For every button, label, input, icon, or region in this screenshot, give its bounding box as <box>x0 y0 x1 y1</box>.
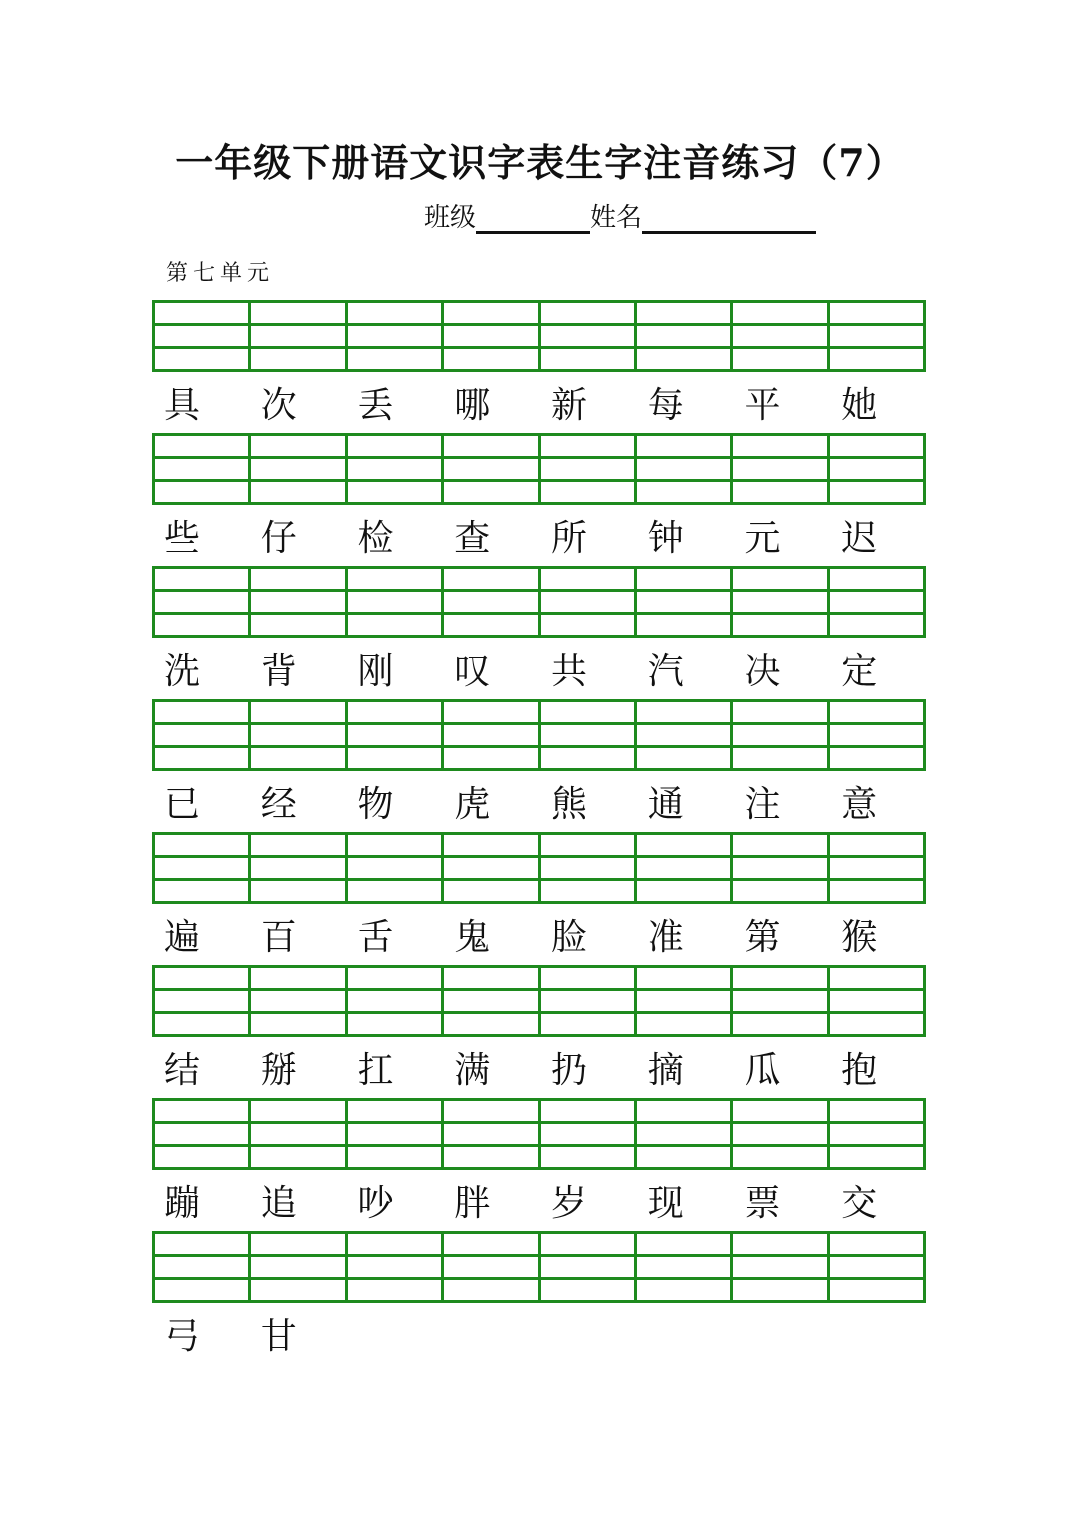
pinyin-writing-cell[interactable] <box>541 835 637 901</box>
pinyin-writing-cell[interactable] <box>444 702 540 768</box>
pinyin-writing-cell[interactable] <box>348 702 444 768</box>
pinyin-writing-cell[interactable] <box>155 569 251 635</box>
pinyin-writing-cell[interactable] <box>541 303 637 369</box>
vocab-character: 胖 <box>454 1183 491 1224</box>
vocab-character: 虎 <box>454 784 491 825</box>
vocab-character: 洗 <box>164 651 201 692</box>
pinyin-grid-row <box>152 1098 926 1170</box>
vocab-character: 每 <box>647 385 684 426</box>
pinyin-writing-cell[interactable] <box>251 436 347 502</box>
pinyin-writing-cell[interactable] <box>541 569 637 635</box>
pinyin-writing-cell[interactable] <box>830 968 923 1034</box>
vocab-character: 掰 <box>260 1050 297 1091</box>
pinyin-writing-cell[interactable] <box>444 1101 540 1167</box>
pinyin-writing-cell[interactable] <box>348 303 444 369</box>
vocab-character: 追 <box>260 1183 297 1224</box>
page-title: 一年级下册语文识字表生字注音练习（7） <box>175 140 905 185</box>
pinyin-writing-cell[interactable] <box>733 1101 829 1167</box>
vocab-character: 结 <box>164 1050 201 1091</box>
vocab-character: 票 <box>744 1183 781 1224</box>
class-label: 班级 <box>424 203 477 233</box>
pinyin-writing-cell[interactable] <box>251 1101 347 1167</box>
vocab-character: 满 <box>454 1050 491 1091</box>
pinyin-writing-cell[interactable] <box>155 1101 251 1167</box>
pinyin-writing-cell[interactable] <box>348 436 444 502</box>
vocab-character: 甘 <box>260 1316 297 1357</box>
vocab-character: 共 <box>551 651 588 692</box>
vocab-character: 次 <box>260 385 297 426</box>
vocab-character: 些 <box>164 518 201 559</box>
pinyin-grid-row <box>152 832 926 904</box>
vocab-character: 背 <box>260 651 297 692</box>
vocab-character: 决 <box>744 651 781 692</box>
pinyin-grid-row <box>152 965 926 1037</box>
vocab-character: 仔 <box>260 518 297 559</box>
vocab-character: 蹦 <box>164 1183 201 1224</box>
pinyin-writing-cell[interactable] <box>444 1234 540 1300</box>
pinyin-writing-cell[interactable] <box>541 1234 637 1300</box>
vocab-character: 经 <box>260 784 297 825</box>
pinyin-writing-cell[interactable] <box>733 569 829 635</box>
class-blank-line <box>476 201 590 234</box>
character-row <box>152 1045 926 1097</box>
pinyin-writing-cell[interactable] <box>251 303 347 369</box>
vocab-character: 第 <box>744 917 781 958</box>
pinyin-writing-cell[interactable] <box>348 569 444 635</box>
vocab-character: 元 <box>744 518 781 559</box>
pinyin-writing-cell[interactable] <box>348 1101 444 1167</box>
vocab-character: 通 <box>647 784 684 825</box>
pinyin-writing-cell[interactable] <box>444 436 540 502</box>
vocab-character: 她 <box>841 385 878 426</box>
pinyin-writing-cell[interactable] <box>830 436 923 502</box>
pinyin-writing-cell[interactable] <box>637 1101 733 1167</box>
pinyin-grid-row <box>152 699 926 771</box>
pinyin-grid-row <box>152 1231 926 1303</box>
pinyin-writing-cell[interactable] <box>251 569 347 635</box>
vocab-character: 注 <box>744 784 781 825</box>
vocab-character: 遍 <box>164 917 201 958</box>
character-row <box>152 1311 926 1363</box>
pinyin-writing-cell[interactable] <box>348 835 444 901</box>
pinyin-writing-cell[interactable] <box>155 1234 251 1300</box>
pinyin-writing-cell[interactable] <box>830 1234 923 1300</box>
pinyin-writing-cell[interactable] <box>830 835 923 901</box>
pinyin-writing-cell[interactable] <box>251 835 347 901</box>
vocab-character: 丢 <box>357 385 394 426</box>
vocab-character: 新 <box>551 385 588 426</box>
vocab-character: 物 <box>357 784 394 825</box>
pinyin-writing-cell[interactable] <box>637 835 733 901</box>
pinyin-writing-cell[interactable] <box>155 436 251 502</box>
vocab-character: 叹 <box>454 651 491 692</box>
vocab-character: 抱 <box>841 1050 878 1091</box>
vocab-character: 所 <box>551 518 588 559</box>
pinyin-writing-cell[interactable] <box>637 569 733 635</box>
vocab-character: 交 <box>841 1183 878 1224</box>
vocab-character: 查 <box>454 518 491 559</box>
pinyin-writing-cell[interactable] <box>637 702 733 768</box>
pinyin-writing-cell[interactable] <box>541 968 637 1034</box>
pinyin-writing-cell[interactable] <box>830 1101 923 1167</box>
vocab-character: 刚 <box>357 651 394 692</box>
pinyin-writing-cell[interactable] <box>444 569 540 635</box>
vocab-character: 弓 <box>164 1316 201 1357</box>
vocab-character: 岁 <box>551 1183 588 1224</box>
pinyin-writing-cell[interactable] <box>155 968 251 1034</box>
vocab-character: 迟 <box>841 518 878 559</box>
vocab-character: 吵 <box>357 1183 394 1224</box>
character-row <box>152 380 926 432</box>
vocab-character: 扛 <box>357 1050 394 1091</box>
pinyin-writing-cell[interactable] <box>733 303 829 369</box>
pinyin-writing-cell[interactable] <box>541 702 637 768</box>
pinyin-writing-cell[interactable] <box>444 303 540 369</box>
vocab-character: 哪 <box>454 385 491 426</box>
name-blank-line <box>642 201 816 234</box>
pinyin-writing-cell[interactable] <box>733 968 829 1034</box>
vocab-character: 猴 <box>841 917 878 958</box>
pinyin-writing-cell[interactable] <box>733 702 829 768</box>
pinyin-writing-cell[interactable] <box>251 968 347 1034</box>
pinyin-grid-row <box>152 433 926 505</box>
character-row <box>152 513 926 565</box>
character-row <box>152 1178 926 1230</box>
pinyin-writing-cell[interactable] <box>830 702 923 768</box>
pinyin-writing-cell[interactable] <box>733 436 829 502</box>
pinyin-writing-cell[interactable] <box>541 436 637 502</box>
character-row <box>152 646 926 698</box>
unit-label: 第七单元 <box>166 261 275 286</box>
pinyin-writing-cell[interactable] <box>155 702 251 768</box>
pinyin-writing-cell[interactable] <box>733 1234 829 1300</box>
pinyin-writing-cell[interactable] <box>637 968 733 1034</box>
vocab-character: 现 <box>647 1183 684 1224</box>
name-label: 姓名 <box>590 203 643 233</box>
pinyin-writing-cell[interactable] <box>637 436 733 502</box>
pinyin-writing-cell[interactable] <box>733 835 829 901</box>
vocab-character: 鬼 <box>454 917 491 958</box>
pinyin-writing-cell[interactable] <box>444 968 540 1034</box>
pinyin-writing-cell[interactable] <box>830 303 923 369</box>
vocab-character: 钟 <box>647 518 684 559</box>
pinyin-grid-row <box>152 300 926 372</box>
pinyin-grid-row <box>152 566 926 638</box>
vocab-character: 脸 <box>551 917 588 958</box>
pinyin-writing-cell[interactable] <box>348 1234 444 1300</box>
vocab-character: 已 <box>164 784 201 825</box>
vocab-character: 平 <box>744 385 781 426</box>
pinyin-writing-cell[interactable] <box>637 303 733 369</box>
character-row <box>152 912 926 964</box>
vocab-character: 准 <box>647 917 684 958</box>
vocab-character: 具 <box>164 385 201 426</box>
vocab-character: 摘 <box>647 1050 684 1091</box>
pinyin-writing-cell[interactable] <box>155 303 251 369</box>
pinyin-writing-cell[interactable] <box>155 835 251 901</box>
vocab-character: 百 <box>260 917 297 958</box>
vocab-character: 舌 <box>357 917 394 958</box>
vocab-character: 定 <box>841 651 878 692</box>
pinyin-writing-cell[interactable] <box>251 702 347 768</box>
pinyin-writing-cell[interactable] <box>637 1234 733 1300</box>
vocab-character: 瓜 <box>744 1050 781 1091</box>
pinyin-writing-cell[interactable] <box>444 835 540 901</box>
character-row <box>152 779 926 831</box>
pinyin-writing-cell[interactable] <box>251 1234 347 1300</box>
vocab-character: 扔 <box>551 1050 588 1091</box>
vocab-character: 意 <box>841 784 878 825</box>
pinyin-writing-cell[interactable] <box>541 1101 637 1167</box>
vocab-character: 检 <box>357 518 394 559</box>
vocab-character: 熊 <box>551 784 588 825</box>
pinyin-writing-cell[interactable] <box>348 968 444 1034</box>
pinyin-writing-cell[interactable] <box>830 569 923 635</box>
student-info <box>424 196 816 234</box>
vocab-character: 汽 <box>647 651 684 692</box>
